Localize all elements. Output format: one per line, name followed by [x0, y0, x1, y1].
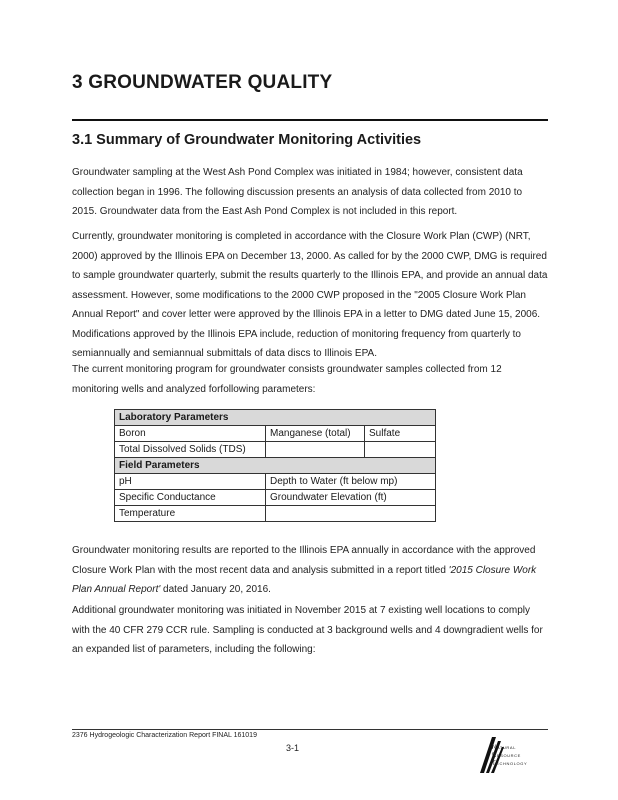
lab-parameters-header: Laboratory Parameters: [115, 410, 436, 426]
table-cell: Total Dissolved Solids (TDS): [115, 442, 266, 458]
table-cell: pH: [115, 474, 266, 490]
footer-divider: [72, 729, 548, 730]
table-cell: [266, 506, 436, 522]
paragraph-text: Groundwater monitoring results are reported to the Illinois EPA annually in accordance with the approved Closure Work Plan with the most recent data and analysis submitted in a report titled: [72, 545, 536, 576]
table-row: [115, 426, 436, 442]
table-row: [115, 474, 436, 490]
logo-line: Technology: [492, 761, 528, 767]
table-cell: [266, 442, 365, 458]
table-cell: Boron: [115, 426, 266, 442]
paragraph-text: dated January 20, 2016.: [160, 584, 271, 595]
table-cell: Temperature: [115, 506, 266, 522]
table-cell: Manganese (total): [266, 426, 365, 442]
paragraph-additional-monitoring: Additional groundwater monitoring was initiated in November 2015 at 7 existing well locations to comply with the 40 CFR 279 CCR rule. Sampling is conducted at 3 background wells and 4 downgradient wells for an expanded list of parameters, including the following:: [72, 605, 543, 655]
title-divider: [72, 119, 548, 121]
table-cell: Groundwater Elevation (ft): [266, 490, 436, 506]
page-number: 3-1: [286, 743, 300, 753]
table-row: [115, 506, 436, 522]
table-header-row: [115, 410, 436, 426]
section-title: 3.1 Summary of Groundwater Monitoring Activities: [72, 132, 422, 148]
company-logo-text: [492, 744, 527, 768]
logo-line: Resource: [492, 753, 521, 759]
page-title: 3 GROUNDWATER QUALITY: [72, 72, 333, 93]
paragraph-results-reporting: [72, 541, 548, 600]
report-title: '2015 Closure Work Plan Annual Report': [72, 564, 537, 595]
table-header-row: [115, 458, 436, 474]
table-cell: [365, 442, 436, 458]
field-parameters-header: Field Parameters: [115, 458, 436, 474]
logo-line: Natural: [492, 745, 517, 751]
paragraph-current-monitoring: Currently, groundwater monitoring is completed in accordance with the Closure Work Plan (CWP) (NRT, 2000) approved by the Illinois EPA on December 13, 2000. As called for by the 2000 CWP, DMG is required to sample groundwater quarterly, submit the results quarterly to the Illinois EPA, and provide an annual data assessment. However, some modifications to the 2000 CWP proposed in the "2005 Closure Work Plan Annual Report" and cover letter were approved by the Illinois EPA in a letter to DMG dated June 15, 2006. Modifications approved by the Illinois EPA include, reduction of monitoring frequency from quarterly to semiannually and semiannual submittals of data discs to Illinois EPA.: [72, 231, 548, 359]
table-row: [115, 442, 436, 458]
footer-document-id: 2376 Hydrogeologic Characterization Report FINAL 161019: [72, 732, 257, 739]
parameters-table: [114, 409, 436, 522]
paragraph-sampling-history: Groundwater sampling at the West Ash Pond Complex was initiated in 1984; however, consistent data collection began in 1996. The following discussion presents an analysis of data collected from 2010 to 2015. Groundwater data from the East Ash Pond Complex is not included in this report.: [72, 167, 523, 217]
table-row: [115, 490, 436, 506]
table-cell: Depth to Water (ft below mp): [266, 474, 436, 490]
table-cell: Specific Conductance: [115, 490, 266, 506]
table-cell: Sulfate: [365, 426, 436, 442]
paragraph-monitoring-program: The current monitoring program for groundwater consists groundwater samples collected from 12 monitoring wells and analyzed forfollowing parameters:: [72, 364, 502, 395]
